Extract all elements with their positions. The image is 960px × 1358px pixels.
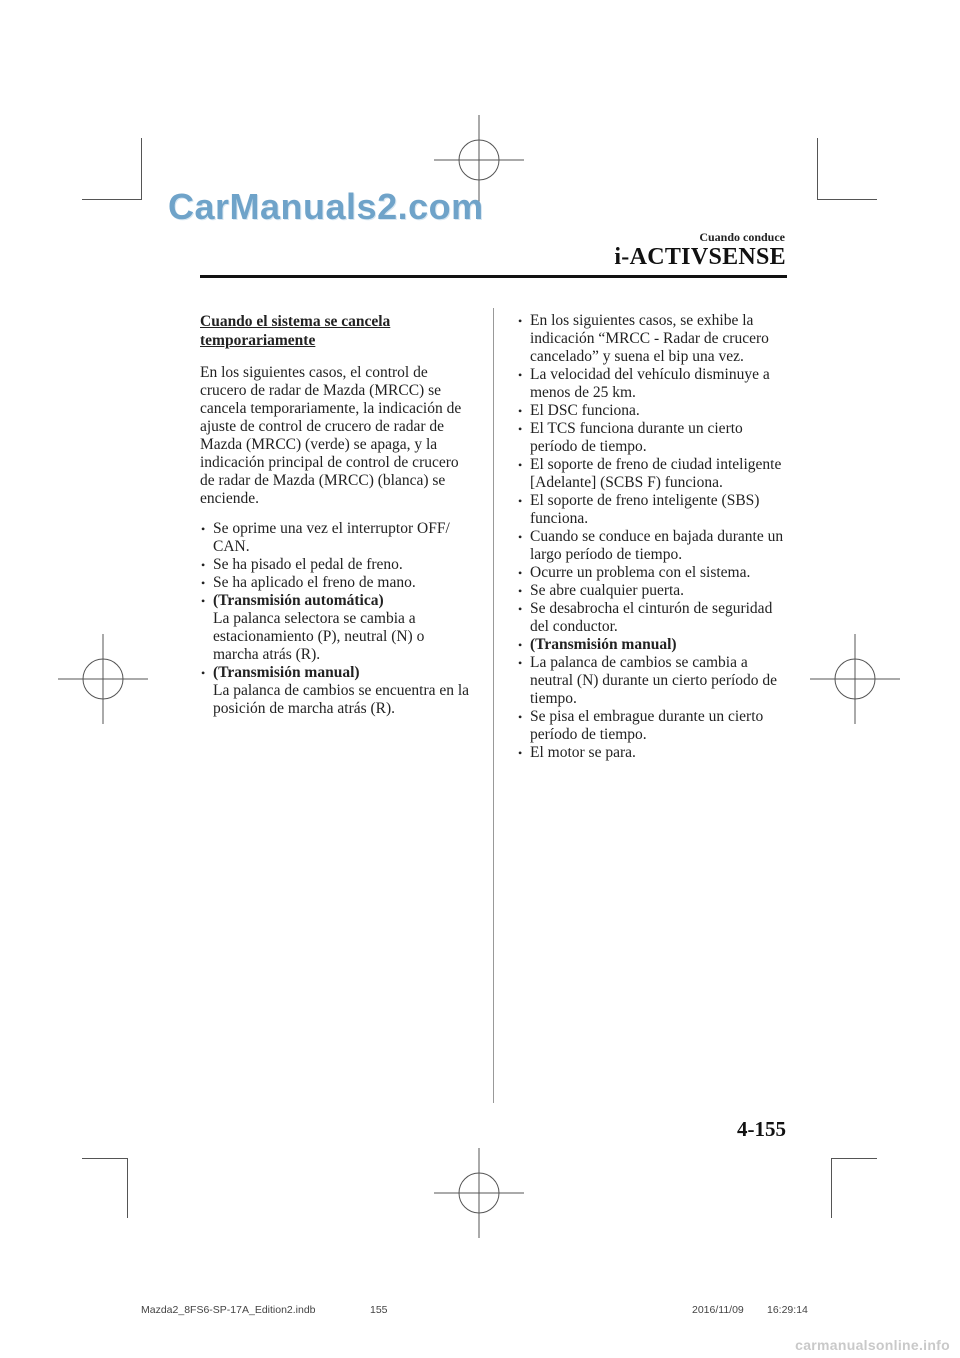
message-list	[517, 312, 789, 366]
list-item: • Se pisa el embrague durante un cierto período de tiempo.	[517, 708, 789, 744]
section-label: Cuando conduce	[699, 230, 785, 244]
footer-date: 2016/11/09	[692, 1304, 744, 1316]
list-item: • Se ha aplicado el freno de mano.	[200, 574, 470, 592]
list-item: • Se desabrocha el cinturón de seguridad del conductor.	[517, 600, 789, 636]
crop-mark	[82, 199, 142, 200]
section-heading: Cuando el sistema se cancela temporariamente	[200, 313, 391, 349]
message-conditions-list	[517, 366, 789, 636]
list-item: • El motor se para.	[517, 744, 789, 762]
list-item: • Ocurre un problema con el sistema.	[517, 564, 789, 582]
item-title: (Transmisión manual)	[213, 664, 360, 681]
footer-page: 155	[370, 1304, 388, 1316]
cancel-conditions-list	[200, 520, 470, 718]
chapter-title: i-ACTIVSENSE	[614, 244, 786, 270]
crop-mark	[141, 138, 142, 200]
list-item: • Cuando se conduce en bajada durante un largo período de tiempo.	[517, 528, 789, 564]
list-item: • El soporte de freno inteligente (SBS) funciona.	[517, 492, 789, 528]
crop-mark	[817, 138, 818, 200]
list-item: • La palanca de cambios se cambia a neutral (N) durante un cierto período de tiempo.	[517, 654, 789, 708]
crop-mark	[817, 199, 877, 200]
crop-mark	[831, 1158, 877, 1159]
header-rule	[200, 275, 787, 278]
intro-paragraph: En los siguientes casos, el control de crucero de radar de Mazda (MRCC) se cancela temporariamente, la indicación de ajuste de control de crucero de radar de Mazda (MRCC) (verde) se apaga, y la indicación principal de control de crucero de radar de Mazda (MRCC) (blanca) se enciende.	[200, 364, 462, 507]
left-column	[200, 312, 470, 718]
list-item: • (Transmisión manual)	[517, 636, 789, 654]
column-divider	[493, 308, 494, 1103]
list-item: • (Transmisión automática) La palanca selectora se cambia a estacionamiento (P), neutral (N) o marcha atrás (R).	[200, 592, 470, 664]
list-item: • Se abre cualquier puerta.	[517, 582, 789, 600]
list-item: • La velocidad del vehículo disminuye a menos de 25 km.	[517, 366, 789, 402]
footer-file: Mazda2_8FS6-SP-17A_Edition2.indb	[141, 1304, 316, 1316]
manual-list	[517, 636, 789, 654]
right-column	[517, 312, 789, 762]
list-item: • El DSC funciona.	[517, 402, 789, 420]
list-item: • El TCS funciona durante un cierto período de tiempo.	[517, 420, 789, 456]
registration-mark-icon	[810, 634, 900, 724]
crop-mark	[127, 1158, 128, 1218]
list-item: • En los siguientes casos, se exhibe la indicación “MRCC - Radar de crucero cancelado” y suena el bip una vez.	[517, 312, 789, 366]
list-item: • Se ha pisado el pedal de freno.	[200, 556, 470, 574]
list-item: • (Transmisión manual) La palanca de cambios se encuentra en la posición de marcha atrás (R).	[200, 664, 470, 718]
page-number: 4-155	[737, 1117, 786, 1141]
footer-time: 16:29:14	[767, 1304, 808, 1316]
list-item: • El soporte de freno de ciudad inteligente [Adelante] (SCBS F) funciona.	[517, 456, 789, 492]
site-logo[interactable]: CarManuals2.com	[168, 186, 484, 227]
crop-mark	[831, 1158, 832, 1218]
registration-mark-icon	[434, 1148, 524, 1238]
registration-mark-icon	[58, 634, 148, 724]
item-title: (Transmisión automática)	[213, 592, 384, 609]
list-item: • Se oprime una vez el interruptor OFF/ CAN.	[200, 520, 470, 556]
manual-conditions-list	[517, 654, 789, 762]
watermark: carmanualsonline.info	[795, 1337, 950, 1353]
crop-mark	[82, 1158, 128, 1159]
